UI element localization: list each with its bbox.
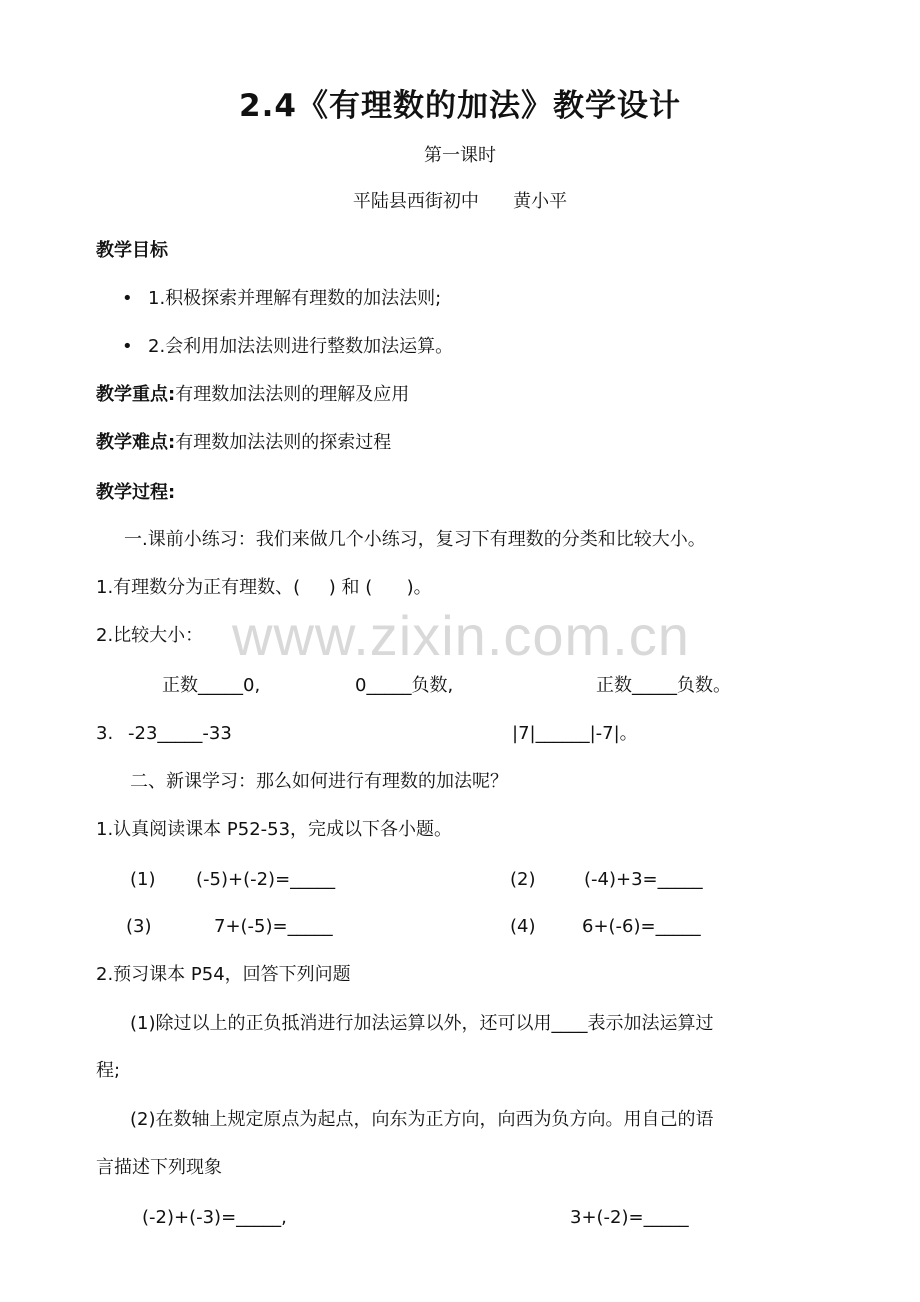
section2-intro: 二、新课学习：那么如何进行有理数的加法呢？ — [130, 771, 508, 792]
question-3a: -23_____-33 — [128, 723, 232, 744]
difficulty-text: 有理数加法法则的探索过程 — [175, 432, 392, 453]
process-heading: 教学过程: — [96, 482, 176, 503]
bullet-icon: • — [122, 288, 133, 309]
task-2-question-1-cont: 程; — [96, 1060, 121, 1081]
objective-item — [122, 287, 441, 311]
bullet-icon: • — [122, 336, 133, 357]
compare-item-2: 0_____负数, — [355, 675, 454, 696]
task-2: 2.预习课本 P54，回答下列问题 — [96, 964, 351, 985]
key-point-label: 教学重点: — [96, 384, 176, 405]
task-1: 1.认真阅读课本 P52-53，完成以下各小题。 — [96, 819, 453, 840]
watermark: www.zixin.com.cn — [232, 604, 690, 667]
exercise-number: (3) — [126, 916, 152, 937]
objectives-heading: 教学目标 — [96, 240, 168, 261]
author-line: 平陆县西街初中 黄小平 — [352, 191, 568, 212]
section1-intro: 一.课前小练习：我们来做几个小练习，复习下有理数的分类和比较大小。 — [124, 529, 706, 550]
compare-item-1: 正数_____0, — [162, 675, 261, 696]
exercise-expression: (-5)+(-2)=_____ — [196, 869, 336, 890]
exercise-number: (1) — [130, 869, 156, 890]
objective-text: 2.会利用加法法则进行整数加法运算。 — [148, 336, 454, 357]
objective-item — [122, 335, 453, 359]
compare-item-3: 正数_____负数。 — [596, 675, 731, 696]
question-2: 2.比较大小： — [96, 625, 204, 646]
exercise-number: (4) — [510, 916, 536, 937]
difficulty-label: 教学难点: — [96, 432, 176, 453]
exercise-expression: 6+(-6)=_____ — [582, 916, 701, 937]
number-line-expression-1: (-2)+(-3)=_____, — [142, 1207, 287, 1228]
document-title: 2.4《有理数的加法》教学设计 — [239, 88, 681, 124]
question-3-number: 3. — [96, 723, 114, 744]
task-2-question-2: (2)在数轴上规定原点为起点，向东为正方向，向西为负方向。用自己的语 — [130, 1109, 714, 1130]
question-3b: |7|______|-7|。 — [512, 723, 638, 744]
number-line-expression-2: 3+(-2)=_____ — [570, 1207, 689, 1228]
difficulty-line — [96, 431, 391, 455]
question-1: 1.有理数分为正有理数、( ) 和 ( )。 — [96, 577, 432, 598]
objective-text: 1.积极探索并理解有理数的加法法则; — [148, 288, 442, 309]
task-2-question-1: (1)除过以上的正负抵消进行加法运算以外，还可以用____表示加法运算过 — [130, 1013, 714, 1034]
exercise-expression: (-4)+3=_____ — [584, 869, 703, 890]
key-point-text: 有理数加法法则的理解及应用 — [175, 384, 410, 405]
exercise-number: (2) — [510, 869, 536, 890]
key-point-line — [96, 383, 409, 407]
task-2-question-2-cont: 言描述下列现象 — [96, 1157, 222, 1178]
exercise-expression: 7+(-5)=_____ — [214, 916, 333, 937]
lesson-subtitle: 第一课时 — [424, 145, 496, 166]
